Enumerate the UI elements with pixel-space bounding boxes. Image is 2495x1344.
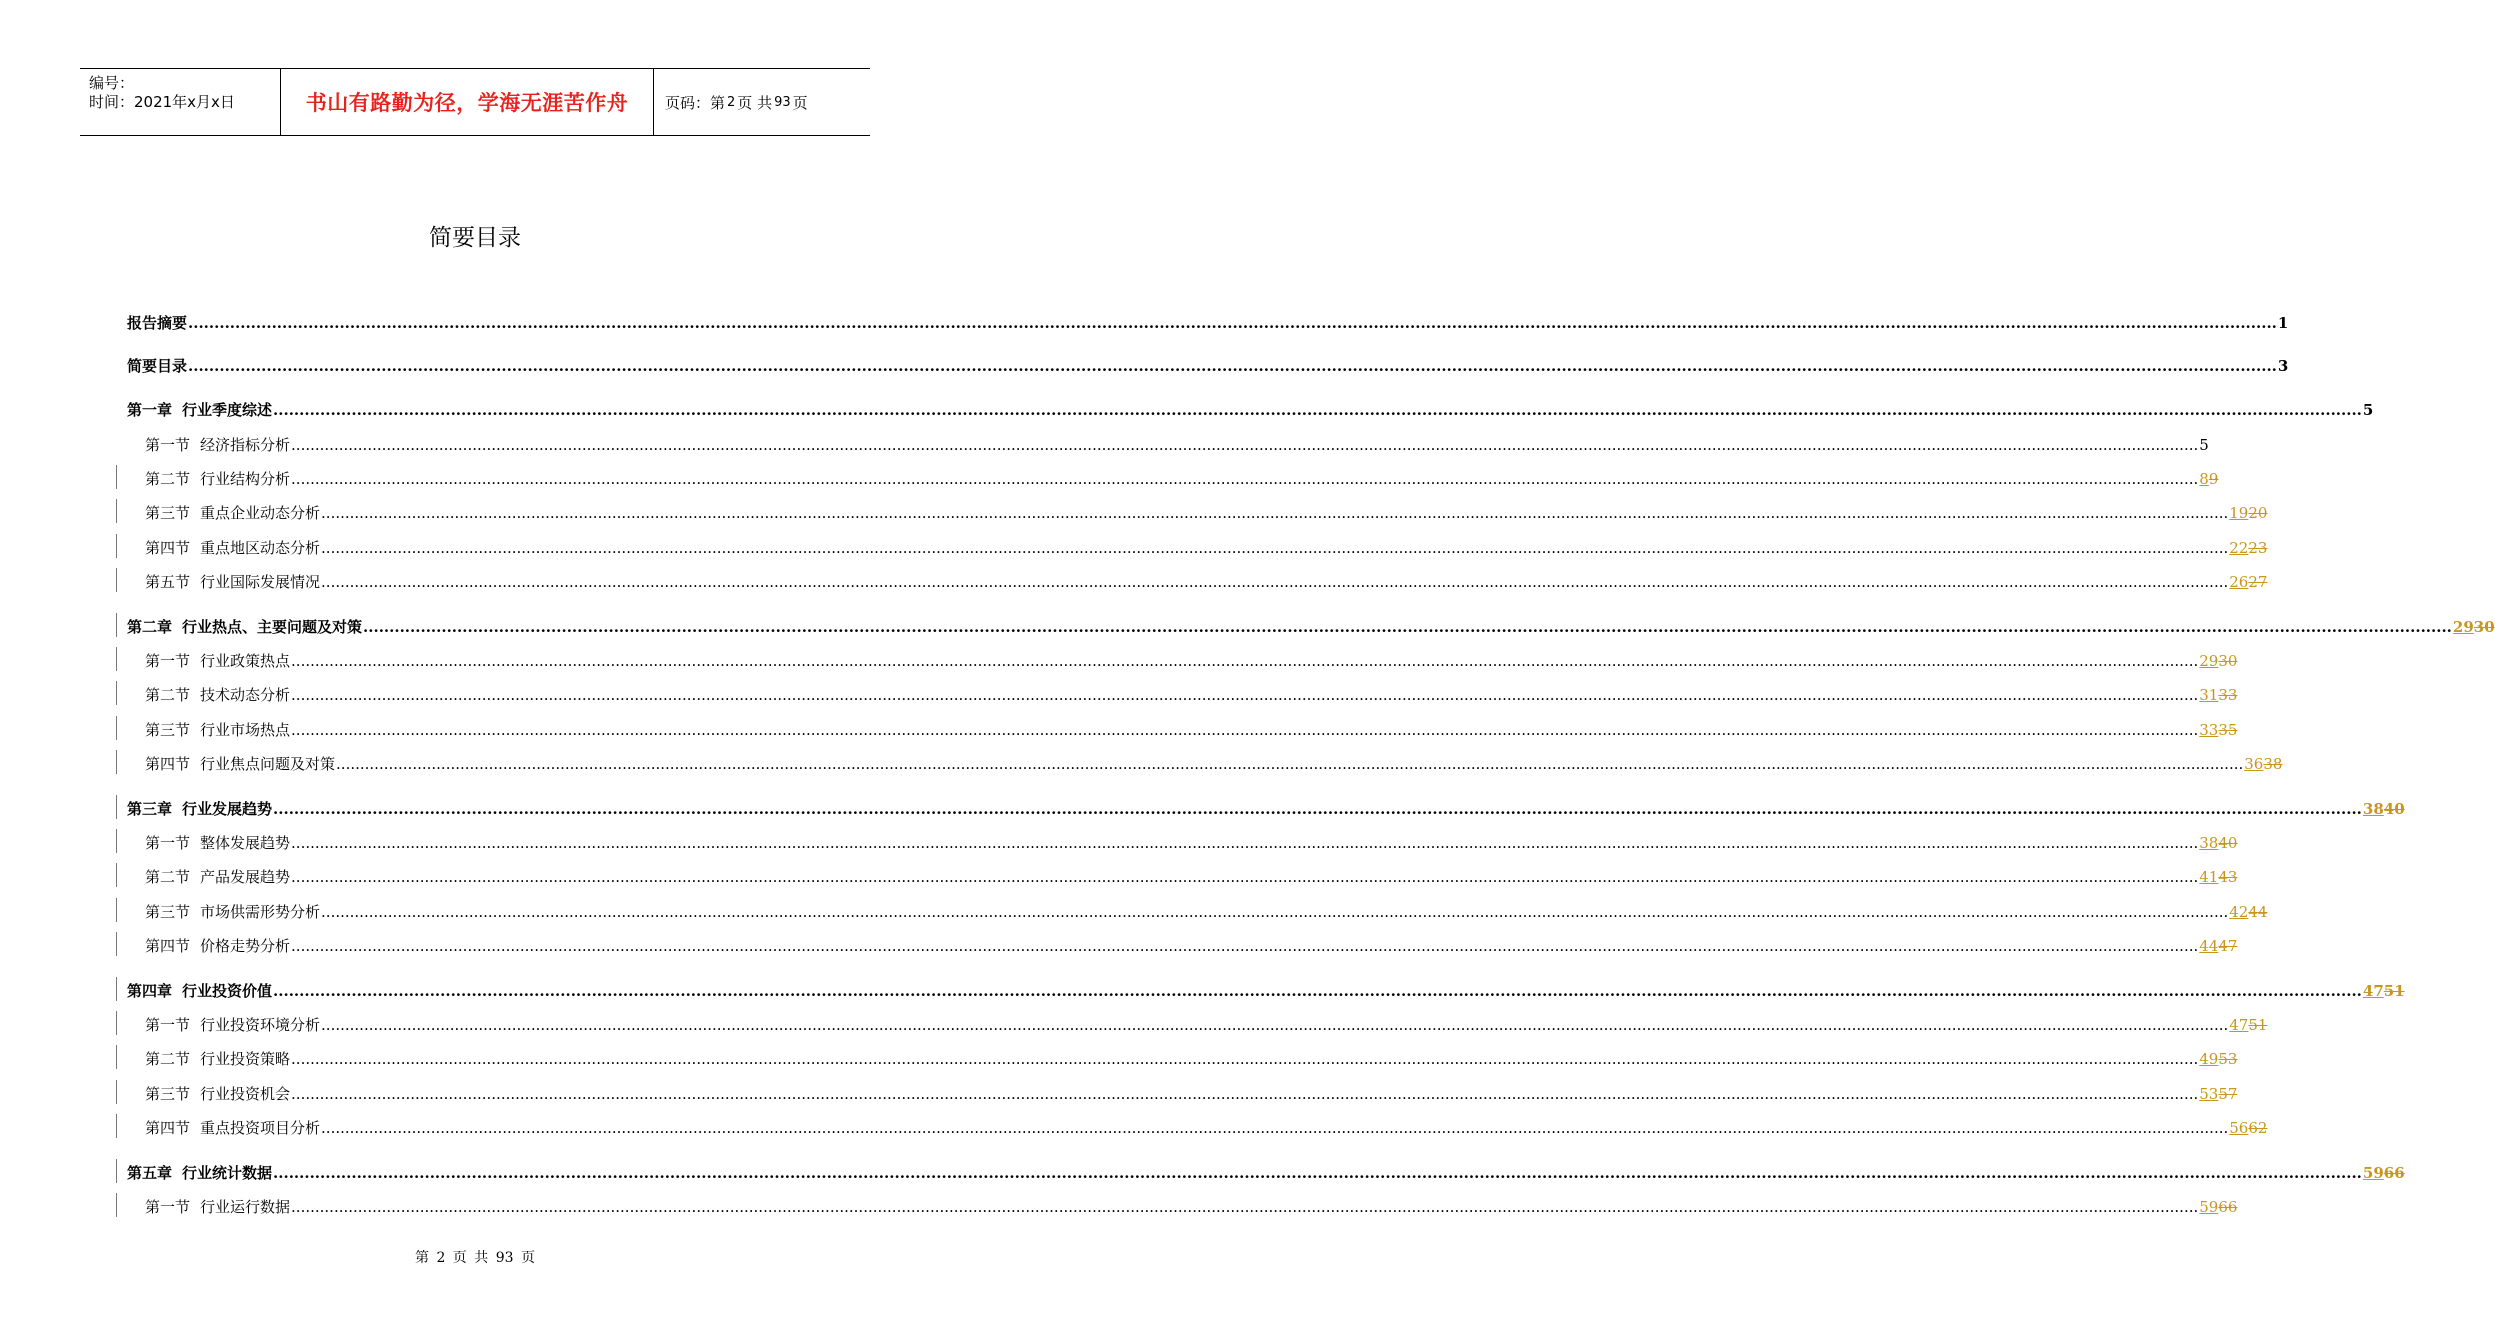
toc-entry-section[interactable] bbox=[145, 534, 2268, 558]
toc-entry-title: 市场供需形势分析 bbox=[200, 903, 321, 921]
revision-bar bbox=[116, 795, 117, 819]
toc-entry-chapter[interactable] bbox=[127, 352, 2289, 376]
revision-bar bbox=[116, 1114, 117, 1138]
toc-page-number bbox=[2199, 936, 2237, 956]
toc-leader-dots: ................................................................................................................................................................................................................................................................................................................................................................................................................ bbox=[363, 618, 2452, 636]
inserted-page-number: 22 bbox=[2229, 539, 2249, 557]
toc-entry-title: 行业焦点问题及对策 bbox=[200, 755, 336, 773]
toc-page-number bbox=[2199, 469, 2218, 489]
toc-leader-dots: ................................................................................................................................................................................................................................................................................................................................................................................................................ bbox=[321, 903, 2229, 921]
page-footer: 第 2 页 共 93 页 bbox=[415, 1250, 535, 1266]
deleted-page-number: 23 bbox=[2248, 539, 2268, 557]
toc-entry-number: 第三节 bbox=[145, 721, 191, 739]
revision-bar bbox=[116, 499, 117, 523]
toc-entry-number: 第五节 bbox=[145, 573, 191, 591]
toc-entry-number: 第三节 bbox=[145, 903, 191, 921]
toc-entry-title: 行业政策热点 bbox=[200, 652, 291, 670]
inserted-page-number: 59 bbox=[2362, 1164, 2384, 1182]
toc-entry-title: 行业市场热点 bbox=[200, 721, 291, 739]
toc-entry-label bbox=[127, 400, 272, 420]
toc-entry-label bbox=[145, 1084, 290, 1104]
toc-entry-chapter[interactable] bbox=[127, 309, 2289, 333]
toc-entry-number: 第四章 bbox=[127, 982, 173, 1000]
toc-page-number bbox=[2229, 902, 2267, 922]
toc-entry-number: 第一节 bbox=[145, 834, 191, 852]
toc-leader-dots: ................................................................................................................................................................................................................................................................................................................................................................................................................ bbox=[291, 834, 2199, 852]
page-mid: 页 共 bbox=[737, 93, 773, 112]
deleted-page-number: 43 bbox=[2218, 868, 2238, 886]
toc-entry-number: 简要目录 bbox=[127, 357, 188, 375]
toc-entry-title: 行业统计数据 bbox=[182, 1164, 273, 1182]
toc-page-number bbox=[2199, 867, 2237, 887]
toc-entry-label bbox=[145, 538, 320, 558]
toc-entry-section[interactable] bbox=[145, 465, 2219, 489]
toc-leader-dots: ................................................................................................................................................................................................................................................................................................................................................................................................................ bbox=[321, 1119, 2229, 1137]
toc-entry-title: 行业季度综述 bbox=[182, 401, 273, 419]
toc-entry-number: 第三节 bbox=[145, 504, 191, 522]
toc-entry-label bbox=[145, 651, 290, 671]
toc-entry-number: 第四节 bbox=[145, 1119, 191, 1137]
revision-bar bbox=[116, 1045, 117, 1069]
toc-page-number bbox=[2229, 503, 2267, 523]
toc-entry-section[interactable] bbox=[145, 1045, 2238, 1069]
toc-entry-number: 第三章 bbox=[127, 800, 173, 818]
toc-entry-title: 整体发展趋势 bbox=[200, 834, 291, 852]
toc-leader-dots: ................................................................................................................................................................................................................................................................................................................................................................................................................ bbox=[188, 357, 2277, 375]
toc-entry-number: 第一节 bbox=[145, 436, 191, 454]
toc-leader-dots: ................................................................................................................................................................................................................................................................................................................................................................................................................ bbox=[291, 721, 2199, 739]
inserted-page-number: 56 bbox=[2229, 1119, 2249, 1137]
inserted-page-number: 59 bbox=[2199, 1198, 2219, 1216]
toc-entry-title: 行业投资环境分析 bbox=[200, 1016, 321, 1034]
page-number: 3 bbox=[2277, 357, 2289, 375]
page-current: 2 bbox=[727, 94, 736, 110]
toc-entry-label bbox=[127, 356, 187, 376]
toc-entry-label bbox=[145, 936, 290, 956]
toc-page-number bbox=[2363, 799, 2405, 819]
inserted-page-number: 47 bbox=[2229, 1016, 2249, 1034]
deleted-page-number: 47 bbox=[2218, 937, 2238, 955]
toc-entry-label bbox=[127, 313, 187, 333]
toc-entry-label bbox=[127, 981, 272, 1001]
time-label: 时间：2021年x月x日 bbox=[89, 93, 235, 111]
toc-page-number bbox=[2453, 617, 2495, 637]
toc-entry-number: 第四节 bbox=[145, 937, 191, 955]
inserted-page-number: 38 bbox=[2362, 800, 2384, 818]
toc-page-number bbox=[2363, 981, 2405, 1001]
toc-page-number bbox=[2199, 685, 2237, 705]
toc-entry-section[interactable] bbox=[145, 431, 2209, 455]
toc-leader-dots: ................................................................................................................................................................................................................................................................................................................................................................................................................ bbox=[273, 800, 2362, 818]
toc-page-number bbox=[2278, 356, 2288, 376]
toc-leader-dots: ................................................................................................................................................................................................................................................................................................................................................................................................................ bbox=[291, 1050, 2199, 1068]
toc-entry-section[interactable] bbox=[145, 568, 2268, 592]
toc-entry-number: 第一节 bbox=[145, 1198, 191, 1216]
deleted-page-number: 33 bbox=[2218, 686, 2238, 704]
revision-bar bbox=[116, 1193, 117, 1217]
toc-entry-title: 技术动态分析 bbox=[200, 686, 291, 704]
page-total: 93 bbox=[774, 94, 791, 110]
toc-entry-section[interactable] bbox=[145, 1011, 2268, 1035]
deleted-page-number: 53 bbox=[2218, 1050, 2238, 1068]
toc-entry-label bbox=[127, 617, 362, 637]
toc-entry-label bbox=[127, 799, 272, 819]
inserted-page-number: 33 bbox=[2199, 721, 2219, 739]
page-suffix: 页 bbox=[792, 93, 808, 112]
toc-page-number bbox=[2199, 833, 2237, 853]
toc-entry-label bbox=[145, 1197, 290, 1217]
toc-entry-title: 重点投资项目分析 bbox=[200, 1119, 321, 1137]
toc-entry-label bbox=[145, 1049, 290, 1069]
toc-entry-section[interactable] bbox=[145, 1114, 2268, 1138]
toc-entry-number: 第二节 bbox=[145, 686, 191, 704]
toc-entry-number: 第二节 bbox=[145, 470, 191, 488]
toc-leader-dots: ................................................................................................................................................................................................................................................................................................................................................................................................................ bbox=[188, 314, 2277, 332]
toc-page-number bbox=[2199, 435, 2209, 455]
toc-page-number bbox=[2363, 1163, 2405, 1183]
inserted-page-number: 36 bbox=[2244, 755, 2264, 773]
revision-bar bbox=[116, 613, 117, 637]
toc-entry-number: 第五章 bbox=[127, 1164, 173, 1182]
deleted-page-number: 30 bbox=[2218, 652, 2238, 670]
inserted-page-number: 47 bbox=[2362, 982, 2384, 1000]
toc-page-number bbox=[2278, 313, 2288, 333]
toc-page-number bbox=[2199, 1084, 2237, 1104]
toc-leader-dots: ................................................................................................................................................................................................................................................................................................................................................................................................................ bbox=[336, 755, 2244, 773]
toc-entry-section[interactable] bbox=[145, 647, 2238, 671]
toc-entry-label bbox=[145, 1015, 320, 1035]
toc-entry-number: 第二节 bbox=[145, 868, 191, 886]
toc-entry-label bbox=[145, 1118, 320, 1138]
toc-entry-number: 第一章 bbox=[127, 401, 173, 419]
toc-entry-section[interactable] bbox=[145, 932, 2238, 956]
revision-bar bbox=[116, 647, 117, 671]
toc-entry-title: 行业投资机会 bbox=[200, 1085, 291, 1103]
toc-entry-section[interactable] bbox=[145, 1080, 2238, 1104]
inserted-page-number: 38 bbox=[2199, 834, 2219, 852]
toc-page-number bbox=[2199, 1197, 2237, 1217]
toc-entry-label bbox=[145, 833, 290, 853]
toc-leader-dots: ................................................................................................................................................................................................................................................................................................................................................................................................................ bbox=[321, 539, 2229, 557]
toc-leader-dots: ................................................................................................................................................................................................................................................................................................................................................................................................................ bbox=[291, 1085, 2199, 1103]
toc-entry-number: 第二节 bbox=[145, 1050, 191, 1068]
revision-bar bbox=[116, 977, 117, 1001]
deleted-page-number: 30 bbox=[2473, 618, 2495, 636]
toc-entry-number: 报告摘要 bbox=[127, 314, 188, 332]
page-number: 5 bbox=[2362, 401, 2374, 419]
inserted-page-number: 31 bbox=[2199, 686, 2219, 704]
revision-bar bbox=[116, 465, 117, 489]
inserted-page-number: 8 bbox=[2199, 470, 2209, 488]
toc-page-number bbox=[2244, 754, 2282, 774]
toc-entry-number: 第一节 bbox=[145, 1016, 191, 1034]
deleted-page-number: 66 bbox=[2383, 1164, 2405, 1182]
revision-bar bbox=[116, 863, 117, 887]
toc-entry-section[interactable] bbox=[145, 716, 2238, 740]
number-label: 编号： bbox=[89, 74, 135, 92]
deleted-page-number: 66 bbox=[2218, 1198, 2238, 1216]
deleted-page-number: 51 bbox=[2248, 1016, 2268, 1034]
toc-leader-dots: ................................................................................................................................................................................................................................................................................................................................................................................................................ bbox=[321, 573, 2229, 591]
toc-page-number bbox=[2199, 651, 2237, 671]
toc-entry-title: 行业投资策略 bbox=[200, 1050, 291, 1068]
toc-entry-section[interactable] bbox=[145, 863, 2238, 887]
deleted-page-number: 27 bbox=[2248, 573, 2268, 591]
toc-entry-number: 第四节 bbox=[145, 539, 191, 557]
toc-entry-label bbox=[145, 572, 320, 592]
toc-entry-title: 行业投资价值 bbox=[182, 982, 273, 1000]
page-number: 5 bbox=[2199, 436, 2209, 454]
deleted-page-number: 40 bbox=[2383, 800, 2405, 818]
toc-leader-dots: ................................................................................................................................................................................................................................................................................................................................................................................................................ bbox=[291, 868, 2199, 886]
toc-entry-title: 行业结构分析 bbox=[200, 470, 291, 488]
toc-entry-title: 重点地区动态分析 bbox=[200, 539, 321, 557]
deleted-page-number: 44 bbox=[2248, 903, 2268, 921]
toc-entry-title: 行业运行数据 bbox=[200, 1198, 291, 1216]
revision-bar bbox=[116, 932, 117, 956]
toc-entry-title: 行业国际发展情况 bbox=[200, 573, 321, 591]
toc-entry-section[interactable] bbox=[145, 829, 2238, 853]
toc-leader-dots: ................................................................................................................................................................................................................................................................................................................................................................................................................ bbox=[291, 937, 2199, 955]
toc-entry-number: 第三节 bbox=[145, 1085, 191, 1103]
toc-entry-chapter[interactable] bbox=[127, 795, 2405, 819]
toc-entry-number: 第四节 bbox=[145, 755, 191, 773]
revision-bar bbox=[116, 568, 117, 592]
revision-bar bbox=[116, 898, 117, 922]
toc-leader-dots: ................................................................................................................................................................................................................................................................................................................................................................................................................ bbox=[291, 652, 2199, 670]
deleted-page-number: 62 bbox=[2248, 1119, 2268, 1137]
revision-bar bbox=[116, 681, 117, 705]
toc-entry-title: 行业发展趋势 bbox=[182, 800, 273, 818]
revision-bar bbox=[116, 1080, 117, 1104]
inserted-page-number: 26 bbox=[2229, 573, 2249, 591]
inserted-page-number: 53 bbox=[2199, 1085, 2219, 1103]
deleted-page-number: 57 bbox=[2218, 1085, 2238, 1103]
toc-page-number bbox=[2229, 1015, 2267, 1035]
toc-page-number bbox=[2229, 1118, 2267, 1138]
inserted-page-number: 44 bbox=[2199, 937, 2219, 955]
toc-entry-chapter[interactable] bbox=[127, 396, 2374, 420]
toc-entry-label bbox=[145, 435, 290, 455]
toc-entry-title: 价格走势分析 bbox=[200, 937, 291, 955]
toc-entry-title: 重点企业动态分析 bbox=[200, 504, 321, 522]
revision-bar bbox=[116, 534, 117, 558]
page-header bbox=[80, 68, 870, 136]
revision-bar bbox=[116, 1159, 117, 1183]
toc-entry-chapter[interactable] bbox=[127, 1159, 2405, 1183]
toc-entry-title: 经济指标分析 bbox=[200, 436, 291, 454]
toc-entry-label bbox=[145, 720, 290, 740]
page-prefix: 页码：第 bbox=[665, 93, 726, 112]
toc-entry-label bbox=[127, 1163, 272, 1183]
toc-leader-dots: ................................................................................................................................................................................................................................................................................................................................................................................................................ bbox=[321, 1016, 2229, 1034]
inserted-page-number: 19 bbox=[2229, 504, 2249, 522]
revision-bar bbox=[116, 750, 117, 774]
toc-leader-dots: ................................................................................................................................................................................................................................................................................................................................................................................................................ bbox=[291, 1198, 2199, 1216]
page-number: 1 bbox=[2277, 314, 2289, 332]
header-info-cell bbox=[80, 69, 281, 135]
toc-entry-label bbox=[145, 685, 290, 705]
header-page-cell bbox=[654, 69, 870, 135]
revision-bar bbox=[116, 716, 117, 740]
inserted-page-number: 29 bbox=[2199, 652, 2219, 670]
toc-entry-section[interactable] bbox=[145, 1193, 2238, 1217]
revision-bar bbox=[116, 829, 117, 853]
toc-leader-dots: ................................................................................................................................................................................................................................................................................................................................................................................................................ bbox=[291, 686, 2199, 704]
toc-entry-section[interactable] bbox=[145, 750, 2283, 774]
toc-entry-label bbox=[145, 902, 320, 922]
toc-leader-dots: ................................................................................................................................................................................................................................................................................................................................................................................................................ bbox=[321, 504, 2229, 522]
deleted-page-number: 38 bbox=[2263, 755, 2283, 773]
toc-entry-label bbox=[145, 867, 290, 887]
deleted-page-number: 40 bbox=[2218, 834, 2238, 852]
inserted-page-number: 49 bbox=[2199, 1050, 2219, 1068]
page-title: 简要目录 bbox=[429, 225, 521, 251]
toc-entry-label bbox=[145, 503, 320, 523]
toc-leader-dots: ................................................................................................................................................................................................................................................................................................................................................................................................................ bbox=[273, 401, 2362, 419]
deleted-page-number: 35 bbox=[2218, 721, 2238, 739]
toc-page-number bbox=[2199, 1049, 2237, 1069]
toc-leader-dots: ................................................................................................................................................................................................................................................................................................................................................................................................................ bbox=[291, 470, 2199, 488]
inserted-page-number: 42 bbox=[2229, 903, 2249, 921]
toc-entry-section[interactable] bbox=[145, 681, 2238, 705]
deleted-page-number: 51 bbox=[2383, 982, 2405, 1000]
toc-leader-dots: ................................................................................................................................................................................................................................................................................................................................................................................................................ bbox=[291, 436, 2199, 454]
toc-page-number bbox=[2363, 400, 2373, 420]
toc-entry-title: 行业热点、主要问题及对策 bbox=[182, 618, 363, 636]
toc-leader-dots: ................................................................................................................................................................................................................................................................................................................................................................................................................ bbox=[273, 982, 2362, 1000]
toc-entry-label bbox=[145, 469, 290, 489]
toc-entry-chapter[interactable] bbox=[127, 613, 2495, 637]
toc-entry-label bbox=[145, 754, 335, 774]
header-motto: 书山有路勤为径，学海无涯苦作舟 bbox=[281, 69, 654, 135]
toc-leader-dots: ................................................................................................................................................................................................................................................................................................................................................................................................................ bbox=[273, 1164, 2362, 1182]
toc-entry-title: 产品发展趋势 bbox=[200, 868, 291, 886]
toc-entry-number: 第二章 bbox=[127, 618, 173, 636]
deleted-page-number: 20 bbox=[2248, 504, 2268, 522]
deleted-page-number: 9 bbox=[2208, 470, 2219, 488]
toc-page-number bbox=[2199, 720, 2237, 740]
revision-bar bbox=[116, 1011, 117, 1035]
inserted-page-number: 41 bbox=[2199, 868, 2219, 886]
toc-page-number bbox=[2229, 538, 2267, 558]
toc-entry-section[interactable] bbox=[145, 499, 2268, 523]
toc-entry-chapter[interactable] bbox=[127, 977, 2405, 1001]
inserted-page-number: 29 bbox=[2452, 618, 2474, 636]
toc-entry-section[interactable] bbox=[145, 898, 2268, 922]
toc-entry-number: 第一节 bbox=[145, 652, 191, 670]
toc-page-number bbox=[2229, 572, 2267, 592]
